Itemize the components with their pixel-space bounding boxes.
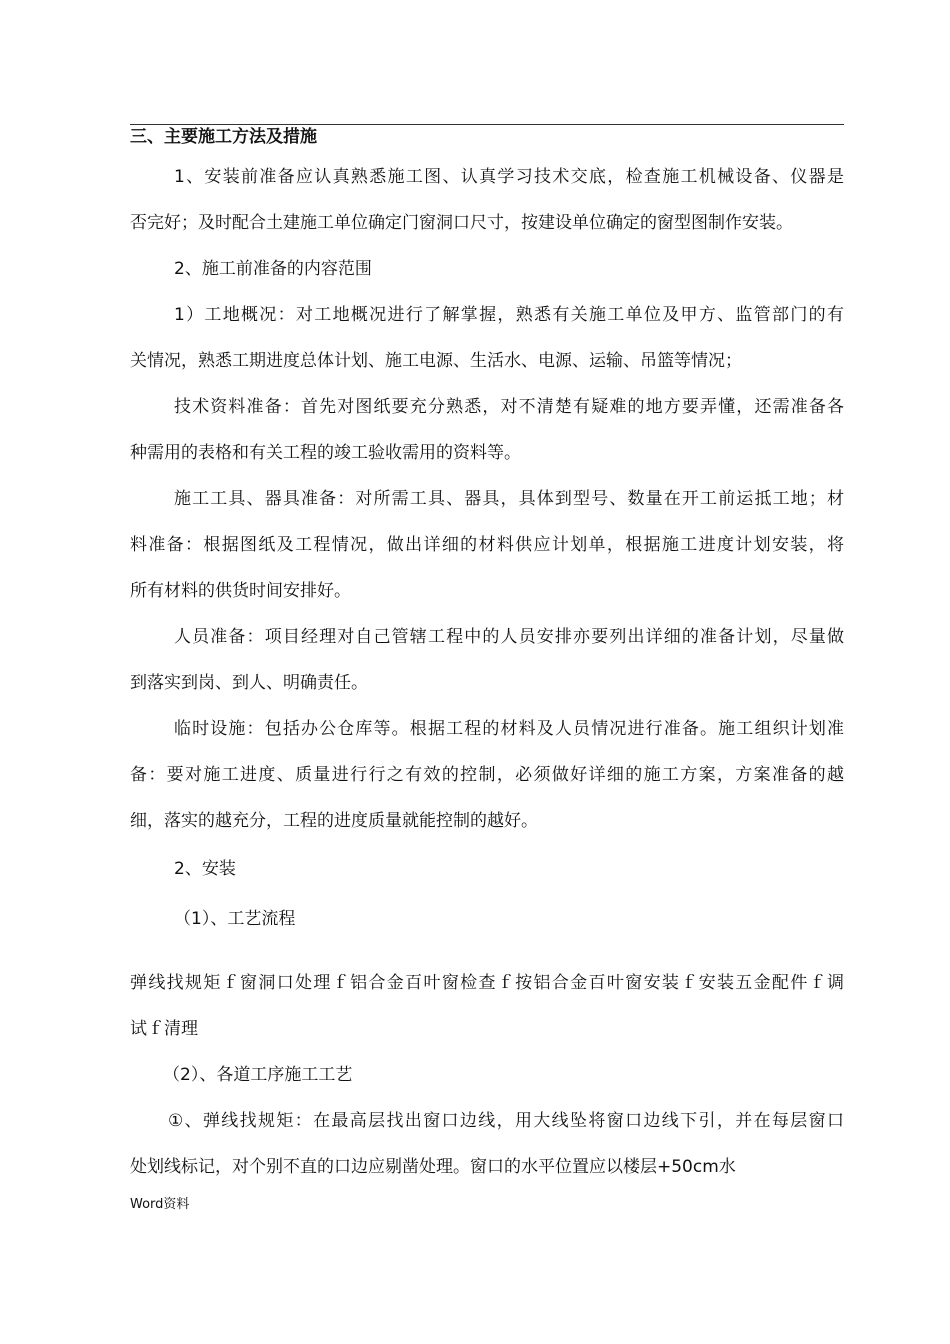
subheading: （2）、各道工序施工工艺 [163,1065,353,1085]
header-rule [130,124,844,125]
subheading: 2、安装 [174,859,236,879]
paragraph-line: 种需用的表格和有关工程的竣工验收需用的资料等。 [130,443,521,463]
paragraph-line: 1、安装前准备应认真熟悉施工图、认真学习技术交底，检查施工机械设备、仪器是 [174,167,844,187]
paragraph-line: 备：要对施工进度、质量进行行之有效的控制，必须做好详细的施工方案，方案准备的越 [130,765,844,785]
paragraph-line: ①、弹线找规矩：在最高层找出窗口边线，用大线坠将窗口边线下引，并在每层窗口 [168,1111,844,1131]
paragraph-line: 细，落实的越充分，工程的进度质量就能控制的越好。 [130,811,538,831]
paragraph-line: 施工工具、器具准备：对所需工具、器具，具体到型号、数量在开工前运抵工地；材 [174,489,844,509]
section-heading: 三、主要施工方法及措施 [130,127,317,147]
paragraph-line: 技术资料准备：首先对图纸要充分熟悉，对不清楚有疑难的地方要弄懂，还需准备各 [174,397,844,417]
paragraph-line: 人员准备：项目经理对自己管辖工程中的人员安排亦要列出详细的准备计划，尽量做 [174,627,844,647]
footer-label: Word资料 [130,1197,190,1212]
subheading: （1）、工艺流程 [174,909,296,929]
paragraph-line: 到落实到岗、到人、明确责任。 [130,673,368,693]
paragraph-line: 所有材料的供货时间安排好。 [130,581,351,601]
paragraph-line: 否完好；及时配合土建施工单位确定门窗洞口尺寸，按建设单位确定的窗型图制作安装。 [130,213,793,233]
paragraph-line: 处划线标记，对个别不直的口边应剔凿处理。窗口的水平位置应以楼层+50cm水 [130,1157,736,1177]
process-flow-line: 弹线找规矩ｆ窗洞口处理ｆ铝合金百叶窗检查ｆ按铝合金百叶窗安装ｆ安装五金配件ｆ调 [130,973,844,993]
paragraph-line: 临时设施：包括办公仓库等。根据工程的材料及人员情况进行准备。施工组织计划准 [174,719,844,739]
paragraph-line: 料准备：根据图纸及工程情况，做出详细的材料供应计划单，根据施工进度计划安装，将 [130,535,844,555]
subheading: 2、施工前准备的内容范围 [174,259,372,279]
process-flow-line: 试ｆ清理 [130,1019,198,1039]
paragraph-line: 1）工地概况：对工地概况进行了解掌握，熟悉有关施工单位及甲方、监管部门的有 [174,305,844,325]
paragraph-line: 关情况，熟悉工期进度总体计划、施工电源、生活水、电源、运输、吊篮等情况； [130,351,742,371]
